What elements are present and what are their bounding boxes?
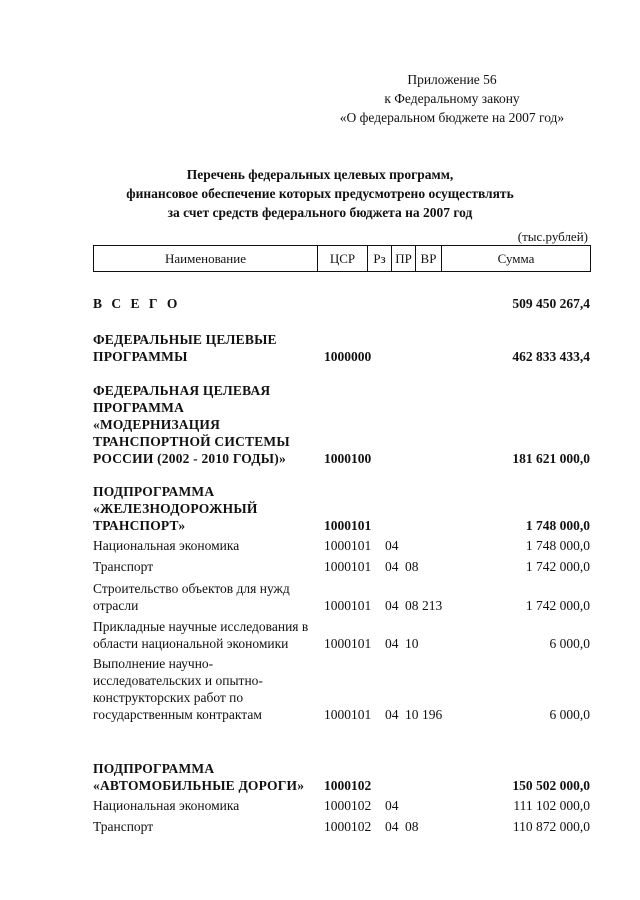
row-name xyxy=(93,483,321,534)
row-name-line: области национальной экономики xyxy=(93,636,289,651)
row-name-line: «АВТОМОБИЛЬНЫЕ ДОРОГИ» xyxy=(93,778,305,793)
title-line-2: финансовое обеспечение которых предусмотрено осуществлять xyxy=(126,186,514,201)
row-name-line: РОССИИ (2002 - 2010 ГОДЫ)» xyxy=(93,451,286,466)
row-sum: 110 872 000,0 xyxy=(512,819,590,834)
title-line-1: Перечень федеральных целевых программ, xyxy=(186,167,454,182)
document-title xyxy=(0,165,640,222)
row-name xyxy=(93,382,321,467)
row-rz: 04 xyxy=(385,538,399,553)
row-sum: 1 742 000,0 xyxy=(525,598,590,613)
row-name-line: ТРАНСПОРТ» xyxy=(93,518,186,533)
table-header xyxy=(93,245,591,272)
row-sum: 150 502 000,0 xyxy=(512,778,590,793)
row-name-line: государственным контрактам xyxy=(93,707,262,722)
row-name xyxy=(93,760,321,794)
row-rz: 04 xyxy=(385,636,399,651)
row-sum: 111 102 000,0 xyxy=(513,798,590,813)
row-csr: 1000101 xyxy=(324,559,372,574)
row-csr: 1000102 xyxy=(324,798,372,813)
row-csr: 1000102 xyxy=(324,819,372,834)
row-rz: 04 xyxy=(385,819,399,834)
header-rz: Рз xyxy=(368,246,392,271)
appendix-line-3: «О федеральном бюджете на 2007 год» xyxy=(339,110,565,125)
row-name xyxy=(93,580,321,614)
row-sum: 6 000,0 xyxy=(549,636,590,651)
row-name-line: Строительство объектов для нужд xyxy=(93,581,290,596)
row-name-line: конструкторских работ по xyxy=(93,690,244,705)
row-sum: 1 748 000,0 xyxy=(525,538,590,553)
row-name-line: ПРОГРАММА xyxy=(93,400,185,415)
row-pr: 08 xyxy=(405,559,419,574)
row-name-line: ПОДПРОГРАММА xyxy=(93,484,215,499)
row-csr: 1000102 xyxy=(324,778,372,793)
row-pr: 10 xyxy=(405,636,419,651)
row-csr: 1000101 xyxy=(324,707,372,722)
row-csr: 1000000 xyxy=(324,349,372,364)
row-name-line: «ЖЕЛЕЗНОДОРОЖНЫЙ xyxy=(93,501,258,516)
row-name-line: «МОДЕРНИЗАЦИЯ xyxy=(93,417,221,432)
unit-label: (тыс.рублей) xyxy=(517,229,588,244)
row-name-line: Прикладные научные исследования в xyxy=(93,619,309,634)
header-csr: ЦСР xyxy=(318,246,368,271)
header-pr: ПР xyxy=(392,246,416,271)
row-rz: 04 xyxy=(385,598,399,613)
appendix-line-2: к Федеральному закону xyxy=(384,91,520,106)
row-name: Национальная экономика xyxy=(93,798,240,813)
row-rz: 04 xyxy=(385,707,399,722)
row-csr: 1000101 xyxy=(324,538,372,553)
row-rz: 04 xyxy=(385,559,399,574)
row-name-line: ФЕДЕРАЛЬНАЯ ЦЕЛЕВАЯ xyxy=(93,383,271,398)
row-pr: 08 xyxy=(405,819,419,834)
row-name-line: Выполнение научно- xyxy=(93,656,214,671)
row-sum: 1 742 000,0 xyxy=(525,559,590,574)
row-pr: 10 xyxy=(405,707,419,722)
row-name-line: ТРАНСПОРТНОЙ СИСТЕМЫ xyxy=(93,434,290,449)
header-sum: Сумма xyxy=(497,250,535,266)
row-name xyxy=(93,655,321,723)
row-name-line: исследовательских и опытно- xyxy=(93,673,263,688)
row-name-line: ПРОГРАММЫ xyxy=(93,349,188,364)
row-sum: 462 833 433,4 xyxy=(512,349,590,364)
row-csr: 1000101 xyxy=(324,598,372,613)
row-name-line: отрасли xyxy=(93,598,139,613)
row-csr: 1000101 xyxy=(324,518,372,533)
row-sum: 6 000,0 xyxy=(549,707,590,722)
row-rz: 04 xyxy=(385,798,399,813)
row-name-line: ПОДПРОГРАММА xyxy=(93,761,215,776)
row-sum: 181 621 000,0 xyxy=(512,451,590,466)
row-pr: 08 xyxy=(405,598,419,613)
row-csr: 1000100 xyxy=(324,451,372,466)
row-vr: 196 xyxy=(422,707,443,722)
row-sum: 509 450 267,4 xyxy=(512,296,590,311)
title-line-3: за счет средств федерального бюджета на 2007 год xyxy=(167,205,473,220)
row-name: Национальная экономика xyxy=(93,538,240,553)
row-name xyxy=(93,618,321,652)
row-sum: 1 748 000,0 xyxy=(525,518,590,533)
row-name: Транспорт xyxy=(93,819,154,834)
header-name: Наименование xyxy=(94,246,318,271)
row-csr: 1000101 xyxy=(324,636,372,651)
appendix-line-1: Приложение 56 xyxy=(407,72,497,87)
row-name-line: ФЕДЕРАЛЬНЫЕ ЦЕЛЕВЫЕ xyxy=(93,332,277,347)
row-name: Транспорт xyxy=(93,559,154,574)
appendix-block xyxy=(302,70,602,127)
header-vr: ВР xyxy=(416,246,442,271)
row-name: В С Е Г О xyxy=(93,296,181,311)
row-name xyxy=(93,331,321,365)
row-vr: 213 xyxy=(422,598,443,613)
